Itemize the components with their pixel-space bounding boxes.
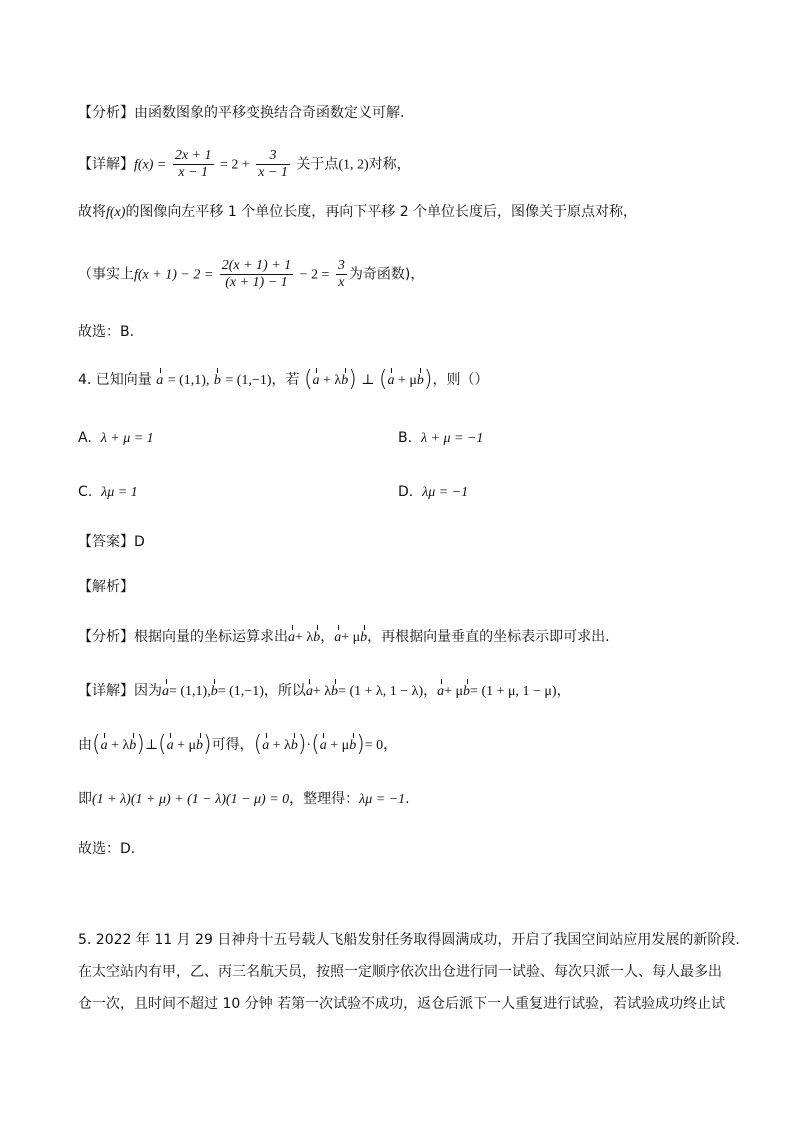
q4-detail: 【详解】因为a= (1,1),b= (1,−1)，所以a+ λb= (1 + λ, 1 − λ)，a+ μb= (1 + μ, 1 − μ)， bbox=[78, 681, 571, 702]
option-a[interactable]: A. λ + μ = 1 bbox=[78, 430, 154, 446]
detail-tag: 【详解】 bbox=[78, 156, 134, 173]
q4-step2: 由(a + λb)⊥(a + μb)可得，(a + λb)·(a + μb)= 0， bbox=[78, 732, 398, 757]
answer-value: D bbox=[134, 534, 145, 550]
shift-text: 的图像向左平移 1 个单位长度，再向下平移 2 个单位长度后，图像关于原点对称， bbox=[125, 204, 638, 220]
analysis-text: 由函数图象的平移变换结合奇函数定义可解. bbox=[134, 105, 405, 121]
fact-frac: $\frac{2(x + 1) + 1}{(x + 1) - 1}$ bbox=[221, 258, 292, 290]
q4-solution-tag: 【解析】 bbox=[78, 579, 134, 595]
q4-stem-mid: ，若 bbox=[271, 372, 300, 388]
q4-b-def: = (1,−1) bbox=[225, 373, 272, 388]
vec-a: a bbox=[156, 371, 163, 391]
prev-fact-line bbox=[78, 258, 424, 291]
q4-choose: 故选：D. bbox=[78, 841, 136, 857]
fact-tail: 为奇函数)， bbox=[348, 266, 425, 283]
detail-fx: f(x) = bbox=[134, 157, 167, 173]
q4-a-def: = (1,1), bbox=[167, 373, 210, 388]
option-b[interactable]: B. λ + μ = −1 bbox=[398, 430, 484, 446]
detail-frac2: $\frac{3}{x - 1}$ bbox=[258, 148, 288, 180]
option-c[interactable]: C. λμ = 1 bbox=[78, 484, 138, 500]
q4-stem: 4. 已知向量 a = (1,1), b = (1,−1)，若 (a + λb) ⊥ (a + μb)，则（） bbox=[78, 367, 489, 392]
prev-analysis-line bbox=[78, 103, 404, 123]
analysis-tag: 【分析】 bbox=[78, 105, 134, 121]
fact-lhs: f(x + 1) − 2 = bbox=[134, 267, 214, 283]
fact-pre: （事实上 bbox=[78, 266, 134, 283]
q4-step3: 即(1 + λ)(1 + μ) + (1 − λ)(1 − μ) = 0，整理得：λμ = −1. bbox=[78, 791, 410, 807]
prev-choose: 故选：B. bbox=[78, 324, 135, 340]
perp-symbol: ⊥ bbox=[361, 373, 375, 388]
q5-line2: 在太空站内有甲，乙、丙三名航天员，按照一定顺序依次出仓进行同一试验、每次只派一人、每人最多出 bbox=[78, 964, 722, 980]
prev-shift-line bbox=[78, 202, 637, 223]
q4-analysis: 【分析】根据向量的坐标运算求出a+ λb，a+ μb，再根据向量垂直的坐标表示即可求出. bbox=[78, 627, 610, 648]
q5-line3: 仓一次，且时间不超过 10 分钟 若第一次试验不成功，返仓后派下一人重复进行试验，若试验成功终止试 bbox=[78, 996, 726, 1012]
vec-b: b bbox=[214, 371, 221, 391]
shift-fx: f(x) bbox=[106, 205, 126, 220]
q5-line1: 5. 2022 年 11 月 29 日神舟十五号载人飞船发射任务取得圆满成功，开启了我国空间站应用发展的新阶段. bbox=[78, 932, 740, 948]
detail-eq2: = 2 + bbox=[219, 157, 250, 173]
option-d[interactable]: D. λμ = −1 bbox=[398, 484, 469, 500]
prev-detail-line bbox=[78, 148, 411, 181]
fact-frac2: $\frac{3}{x}$ bbox=[337, 258, 345, 290]
q4-stem-pre: 4. 已知向量 bbox=[78, 372, 152, 388]
answer-tag: 【答案】 bbox=[78, 534, 134, 550]
detail-point: (1, 2) bbox=[338, 157, 369, 173]
shift-pre: 故将 bbox=[78, 204, 106, 220]
detail-tail: 关于点 bbox=[296, 156, 339, 173]
detail-tail2: 对称， bbox=[368, 156, 411, 173]
detail-frac1: $\frac{2x + 1}{x - 1}$ bbox=[174, 148, 212, 180]
q4-answer bbox=[78, 532, 145, 552]
fact-mid: − 2 = bbox=[299, 267, 330, 283]
q4-stem-tail: ，则（） bbox=[432, 372, 489, 388]
